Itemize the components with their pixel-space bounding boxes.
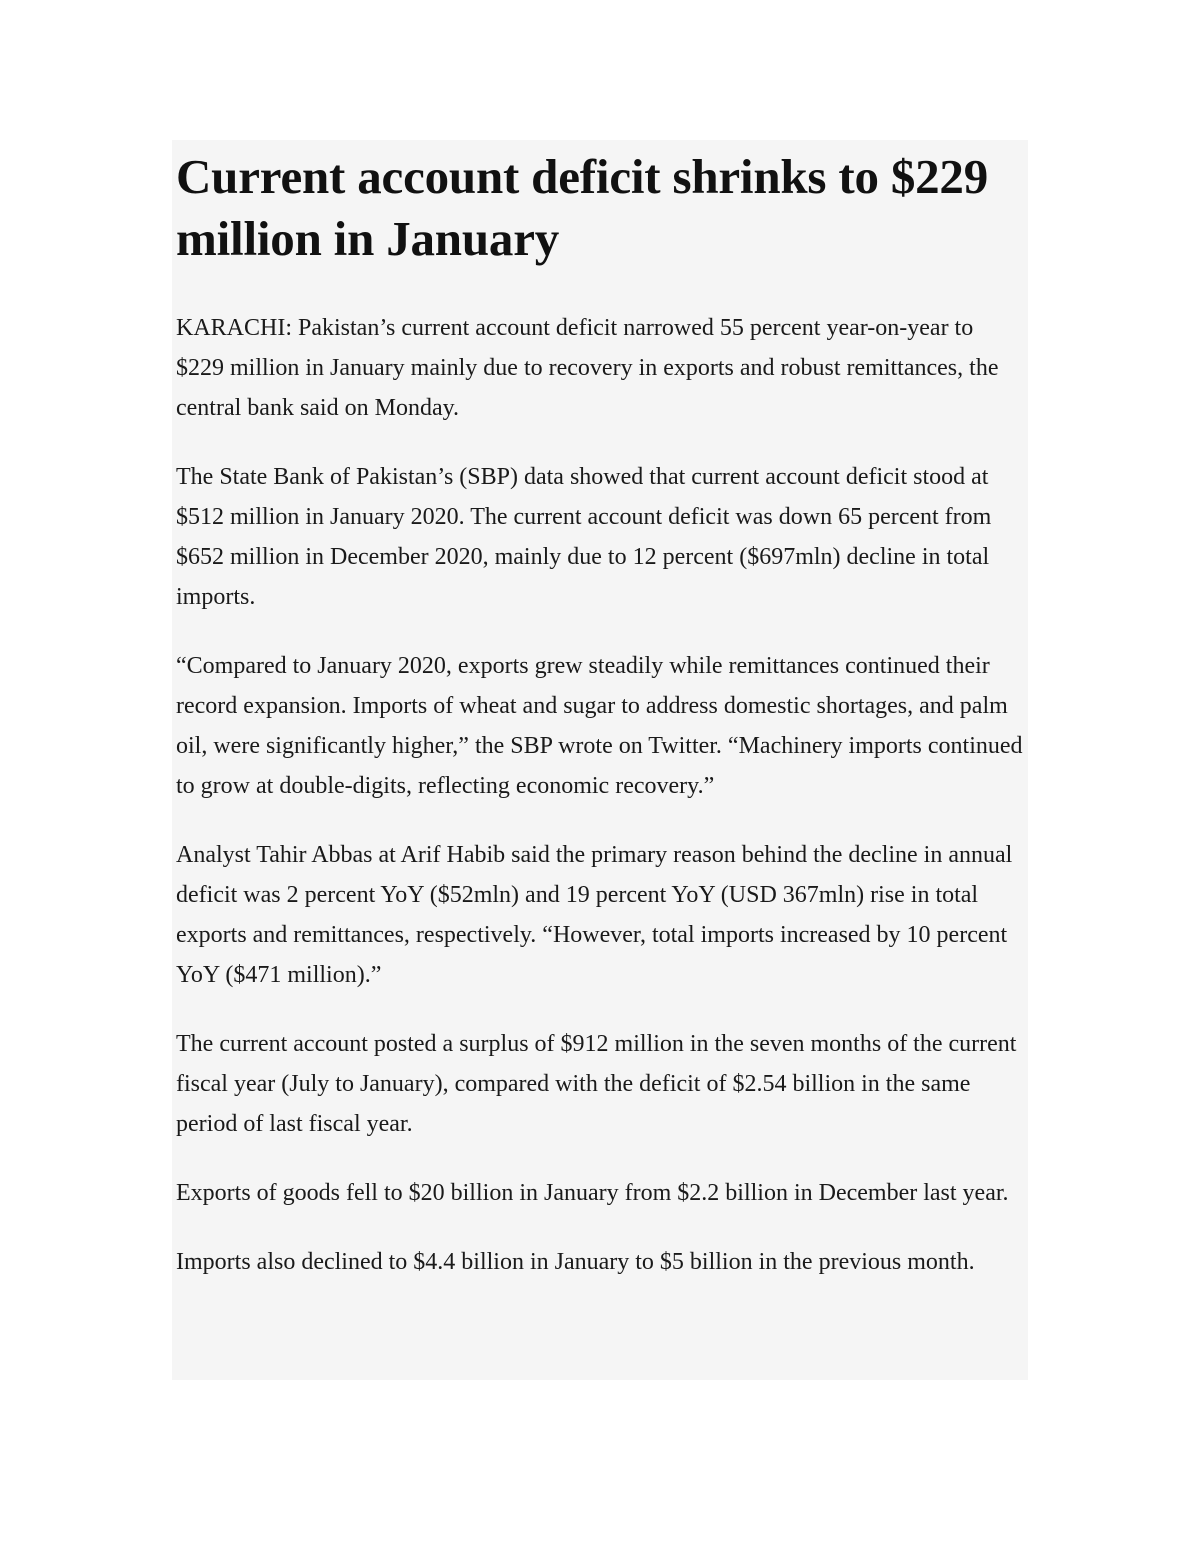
article-paragraph: The current account posted a surplus of $912 million in the seven months of the current fiscal year (July to January), compared with the deficit of $2.54 billion in the same period of last fiscal year.	[176, 1031, 1017, 1137]
article-paragraph: “Compared to January 2020, exports grew steadily while remittances continued their record expansion. Imports of wheat and sugar to address domestic shortages, and palm oil, were significantly higher,” the SBP wrote on Twitter. “Machinery imports continued to grow at double-digits, reflecting economic recovery.”	[176, 653, 1023, 799]
article-body	[176, 308, 1024, 1282]
article-paragraph: The State Bank of Pakistan’s (SBP) data showed that current account deficit stood at $512 million in January 2020. The current account deficit was down 65 percent from $652 million in December 2020, mainly due to 12 percent ($697mln) decline in total imports.	[176, 464, 992, 610]
article-paragraph: KARACHI: Pakistan’s current account deficit narrowed 55 percent year-on-year to $229 million in January mainly due to recovery in exports and robust remittances, the central bank said on Monday.	[176, 315, 999, 421]
article-headline: Current account deficit shrinks to $229 million in January	[176, 149, 989, 266]
article	[172, 140, 1028, 1380]
article-paragraph: Analyst Tahir Abbas at Arif Habib said the primary reason behind the decline in annual deficit was 2 percent YoY ($52mln) and 19 percent YoY (USD 367mln) rise in total exports and remittances, respectively. “However, total imports increased by 10 percent YoY ($471 million).”	[176, 842, 1013, 988]
article-paragraph: Exports of goods fell to $20 billion in January from $2.2 billion in December last year.	[176, 1180, 1009, 1206]
article-paragraph: Imports also declined to $4.4 billion in January to $5 billion in the previous month.	[176, 1249, 975, 1275]
